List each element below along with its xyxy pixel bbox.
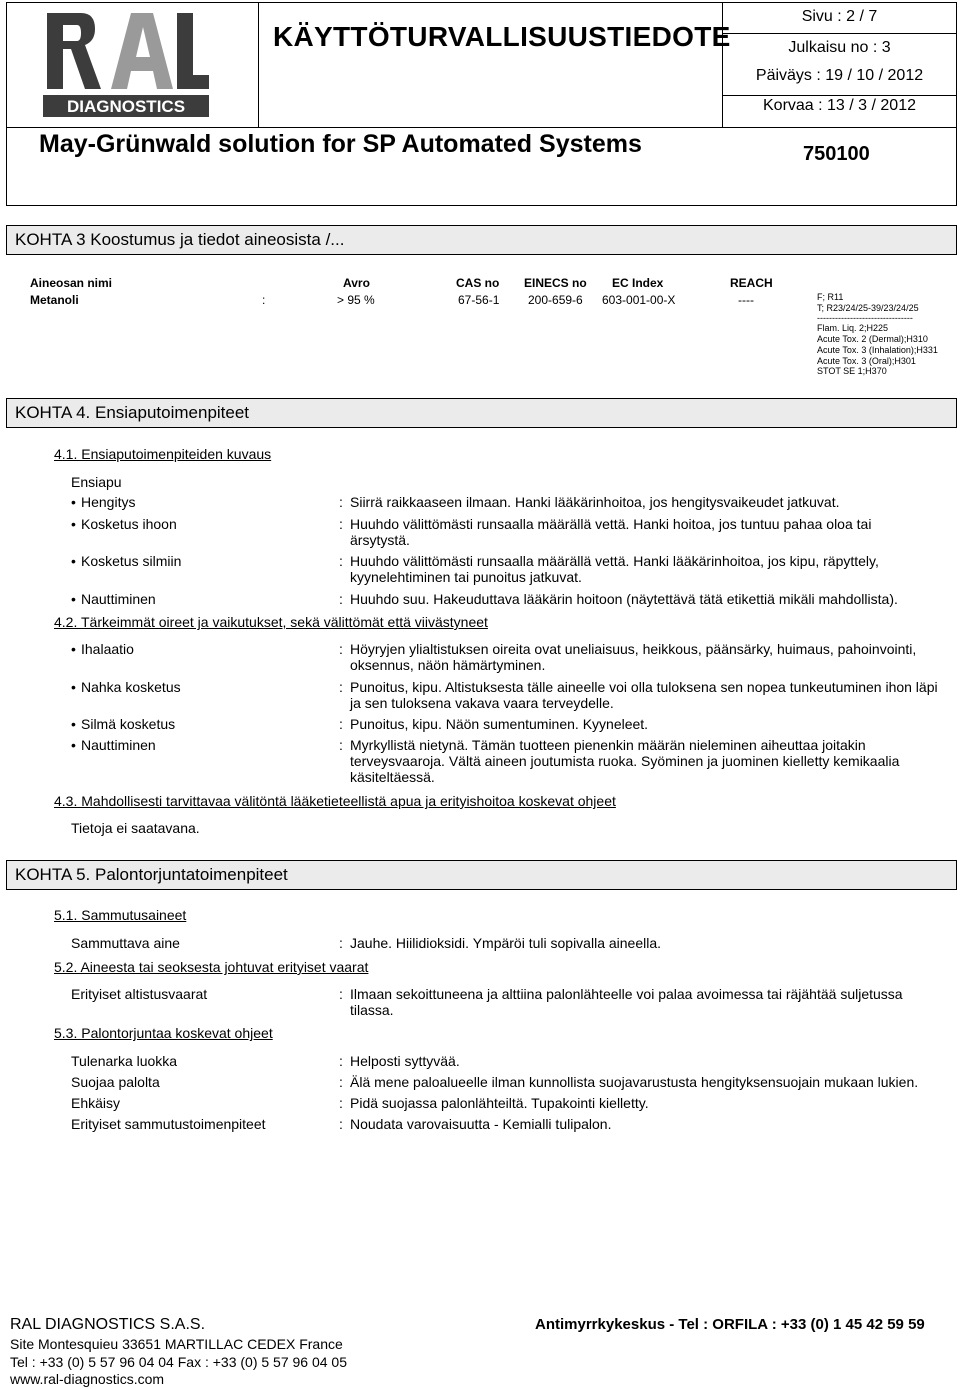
subsection-4-3-text: Tietoja ei saatavana. — [71, 820, 200, 836]
colon: : — [339, 935, 343, 951]
section-3-heading: KOHTA 3 Koostumus ja tiedot aineosista /... — [6, 225, 957, 255]
reach-value: ---- — [738, 293, 754, 307]
footer-poison-center: Antimyrrkykeskus - Tel : ORFILA : +33 (0) 1 45 42 59 59 — [535, 1316, 925, 1333]
item-value: Huuhdo välittömästi runsaalla määrällä vettä. Hanki hoitoa, jos tuntuu pahaa oloa tai ärsytystä. — [350, 516, 872, 548]
classification-line: -------------------------------- — [817, 313, 913, 323]
colon: : — [339, 553, 343, 569]
document-header — [6, 2, 957, 206]
item-label: Ehkäisy — [71, 1095, 121, 1111]
subsection-4-1-title: 4.1. Ensiaputoimenpiteiden kuvaus — [54, 446, 272, 462]
colon: : — [339, 1074, 343, 1090]
colon: : — [339, 494, 343, 510]
divider — [723, 33, 956, 34]
item-value: Höyryjen ylialtistuksen oireita ovat uneliaisuus, heikkous, päänsärky, huimaus, pahoinvointi, oksennus, näön hämärtyminen. — [350, 641, 917, 673]
item-value: Helposti syttyvää. — [350, 1053, 460, 1069]
section-5-heading: KOHTA 5. Palontorjuntatoimenpiteet — [6, 860, 957, 890]
title-area — [259, 3, 731, 128]
item-label: • Hengitys — [71, 494, 136, 510]
item-value: Myrkyllistä nietynä. Tämän tuotteen pienenkin määrän nieleminen aiheuttaa joitakin terveysvaaroja. Vältä aineen joutumista ruoka. Syöminen ja juominen kielletty kemikaalia käsiteltäessä. — [350, 737, 900, 785]
item-label: • Nauttiminen — [71, 737, 156, 753]
item-label: • Ihalaatio — [71, 641, 134, 657]
item-label: Erityiset altistusvaarat — [71, 986, 208, 1002]
item-value: Pidä suojassa palonlähteiltä. Tupakointi kielletty. — [350, 1095, 649, 1111]
colon: : — [339, 591, 343, 607]
divider — [723, 95, 956, 96]
subsection-5-2-title: 5.2. Aineesta tai seoksesta johtuvat erityiset vaarat — [54, 959, 369, 975]
product-name: May-Grünwald solution for SP Automated Systems — [39, 130, 642, 158]
item-label: • Kosketus silmiin — [71, 553, 182, 569]
classification-line: Acute Tox. 3 (Inhalation);H331 — [817, 345, 938, 355]
colon: : — [339, 986, 343, 1002]
colon: : — [339, 1053, 343, 1069]
item-value: Huuhdo välittömästi runsaalla määrällä vettä. Hanki lääkärinhoitoa, jos kipu, räpyttely, kyynelehtiminen tai punoitus jatkuvat. — [350, 553, 879, 585]
substance-name: Metanoli — [30, 293, 79, 307]
item-value: Ilmaan sekoittuneena ja alttiina palonlähteelle voi palaa avoimessa tai räjähtää suljetussa tilassa. — [350, 986, 903, 1018]
colon: : — [339, 716, 343, 732]
classification-line: Flam. Liq. 2;H225 — [817, 323, 889, 333]
classification-line: Acute Tox. 3 (Oral);H301 — [817, 356, 916, 366]
substance-value: > 95 % — [337, 293, 375, 307]
colon: : — [339, 1116, 343, 1132]
col-header-ec-index: EC Index — [612, 276, 664, 290]
item-value: Jauhe. Hiilidioksidi. Ympäröi tuli sopivalla aineella. — [350, 935, 662, 951]
classification-line: T; R23/24/25-39/23/24/25 — [817, 303, 919, 313]
product-code: 750100 — [803, 143, 870, 165]
document-title: KÄYTTÖTURVALLISUUSTIEDOTE — [273, 21, 731, 52]
subsection-5-1-title: 5.1. Sammutusaineet — [54, 907, 187, 923]
ral-diagnostics-logo — [41, 9, 211, 121]
item-label: Tulenarka luokka — [71, 1053, 178, 1069]
first-aid-label: Ensiapu — [71, 474, 122, 490]
einecs-number: 200-659-6 — [528, 293, 583, 307]
replaces-date: Korvaa : 13 / 3 / 2012 — [763, 97, 916, 114]
col-header-reach: REACH — [730, 276, 773, 290]
classification-line: F; R11 — [817, 292, 844, 302]
logo-area — [7, 3, 259, 128]
footer-phone: Tel : +33 (0) 5 57 96 04 04 Fax : +33 (0) 5 57 96 04 05 — [10, 1354, 348, 1370]
col-header-einecs: EINECS no — [524, 276, 587, 290]
item-label: Suojaa palolta — [71, 1074, 160, 1090]
separator: : — [262, 293, 266, 307]
subsection-4-2-title: 4.2. Tärkeimmät oireet ja vaikutukset, sekä välittömät että viivästyneet — [54, 614, 488, 630]
col-header-cas: CAS no — [456, 276, 500, 290]
item-value: Noudata varovaisuutta - Kemialli tulipalon. — [350, 1116, 612, 1132]
item-label: • Nahka kosketus — [71, 679, 181, 695]
item-value: Punoitus, kipu. Altistuksesta tälle aineelle voi olla tuloksena sen nopea tunkeutuminen ihon läpi ja sen tuloksena vakava vaara terveydelle. — [350, 679, 938, 711]
colon: : — [339, 679, 343, 695]
classification-line: STOT SE 1;H370 — [817, 366, 887, 376]
ec-index-number: 603-001-00-X — [602, 293, 676, 307]
page-number: Sivu : 2 / 7 — [801, 8, 878, 25]
item-value: Siirrä raikkaaseen ilmaan. Hanki lääkärinhoitoa, jos hengitysvaikeudet jatkuvat. — [350, 494, 840, 510]
meta-area — [723, 3, 956, 128]
classification-line: Acute Tox. 2 (Dermal);H310 — [817, 334, 928, 344]
footer-company: RAL DIAGNOSTICS S.A.S. — [10, 1316, 206, 1333]
item-value: Punoitus, kipu. Näön sumentuminen. Kyyneleet. — [350, 716, 649, 732]
issue-date: Päiväys : 19 / 10 / 2012 — [755, 67, 924, 84]
footer-website: www.ral-diagnostics.com — [10, 1371, 165, 1387]
edition: Julkaisu no : 3 — [788, 39, 891, 56]
section-4-heading: KOHTA 4. Ensiaputoimenpiteet — [6, 398, 957, 428]
colon: : — [339, 1095, 343, 1111]
item-value: Huuhdo suu. Hakeuduttava lääkärin hoitoon (näytettävä tätä etikettiä mikäli mahdollista). — [350, 591, 898, 607]
subsection-5-3-title: 5.3. Palontorjuntaa koskevat ohjeet — [54, 1025, 273, 1041]
item-label: Erityiset sammutustoimenpiteet — [71, 1116, 266, 1132]
item-label: Sammuttava aine — [71, 935, 180, 951]
logo-text: DIAGNOSTICS — [66, 97, 186, 116]
footer-address: Site Montesquieu 33651 MARTILLAC CEDEX France — [10, 1336, 343, 1352]
colon: : — [339, 737, 343, 753]
item-label: • Kosketus ihoon — [71, 516, 177, 532]
item-label: • Nauttiminen — [71, 591, 156, 607]
colon: : — [339, 516, 343, 532]
subsection-4-3-title: 4.3. Mahdollisesti tarvittavaa välitöntä lääketieteellistä apua ja erityishoitoa koskevat ohjeet — [54, 793, 616, 809]
col-header-avro: Avro — [343, 276, 370, 290]
colon: : — [339, 641, 343, 657]
item-value: Älä mene paloalueelle ilman kunnollista suojavarustusta hengityksensuojain mukaan lukien. — [350, 1074, 919, 1090]
cas-number: 67-56-1 — [458, 293, 500, 307]
item-label: • Silmä kosketus — [71, 716, 176, 732]
col-header-name: Aineosan nimi — [30, 276, 113, 290]
